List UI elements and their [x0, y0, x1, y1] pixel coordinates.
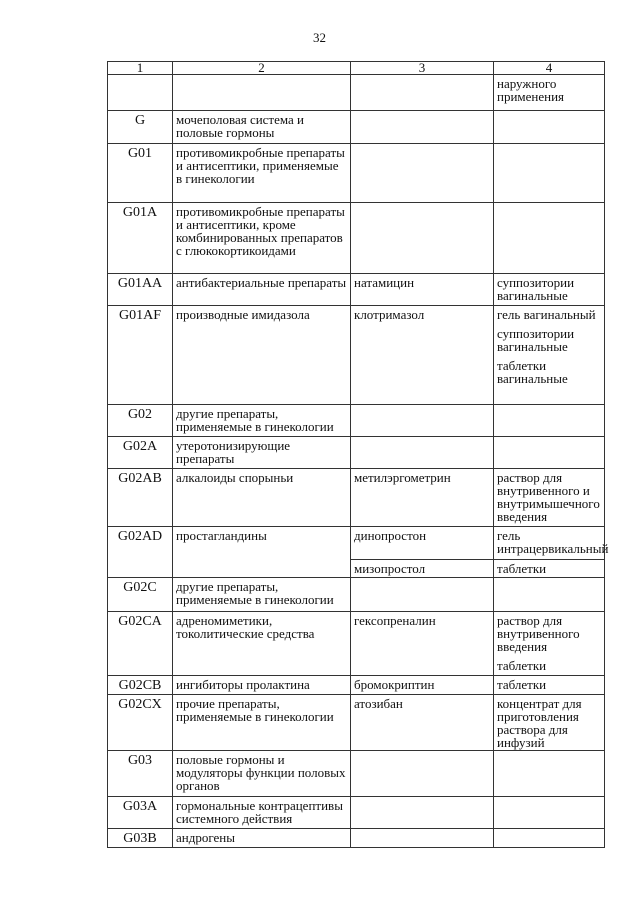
substance-cell: мизопростол [351, 560, 494, 578]
substance-cell [351, 751, 494, 797]
dosage-forms-cell [494, 695, 605, 751]
atc-code-cell: G02AB [108, 469, 173, 527]
atc-code-cell: G02CX [108, 695, 173, 751]
table-row [108, 306, 605, 405]
atc-code-cell: G02 [108, 405, 173, 437]
dosage-forms-cell [494, 578, 605, 612]
atc-code-cell: G02AD [108, 527, 173, 578]
dosage-forms-cell [494, 560, 605, 578]
table-row [108, 274, 605, 306]
table-row [108, 797, 605, 829]
dosage-form: таблетки [497, 677, 547, 692]
atc-code-cell: G02CA [108, 612, 173, 676]
group-name-cell: андрогены [173, 829, 351, 848]
dosage-form: гель интрацервикальный [497, 528, 609, 556]
column-header-2: 2 [173, 62, 351, 75]
table-row [108, 578, 605, 612]
dosage-forms-cell [494, 469, 605, 527]
substance-cell [351, 578, 494, 612]
group-name-cell: противомикробные препараты и антисептики, применяемые в гинекологии [173, 144, 351, 203]
dosage-form: таблетки [497, 658, 547, 673]
header-row [108, 62, 605, 75]
atc-code-cell: G01AF [108, 306, 173, 405]
table-row [108, 695, 605, 751]
table-row [108, 751, 605, 797]
substance-cell [351, 797, 494, 829]
substance-cell [351, 75, 494, 111]
dosage-forms-cell [494, 75, 605, 111]
atc-code-cell [108, 75, 173, 111]
group-name-cell: ингибиторы пролактина [173, 676, 351, 695]
page-number: 32 [313, 30, 326, 45]
dosage-form: таблетки [497, 561, 547, 576]
group-name-cell: мочеполовая система и половые гормоны [173, 111, 351, 144]
table-row [108, 203, 605, 274]
table-row [108, 612, 605, 676]
table-row [108, 437, 605, 469]
substance-cell: клотримазол [351, 306, 494, 405]
table-row [108, 527, 605, 560]
atc-code-cell: G01AA [108, 274, 173, 306]
table-row [108, 144, 605, 203]
group-name-cell: адреномиметики, токолитические средства [173, 612, 351, 676]
dosage-forms-cell [494, 437, 605, 469]
dosage-forms-cell [494, 797, 605, 829]
substance-cell [351, 405, 494, 437]
substance-cell [351, 111, 494, 144]
dosage-form: гель вагинальный [497, 307, 596, 322]
substance-cell [351, 144, 494, 203]
atc-code-cell: G03 [108, 751, 173, 797]
table-row [108, 829, 605, 848]
group-name-cell: гормональные контрацептивы системного действия [173, 797, 351, 829]
group-name-cell: утеротонизирующие препараты [173, 437, 351, 469]
dosage-forms-cell [494, 144, 605, 203]
table-row [108, 405, 605, 437]
dosage-forms-cell [494, 751, 605, 797]
dosage-forms-cell [494, 306, 605, 405]
dosage-forms-cell [494, 111, 605, 144]
group-name-cell: антибактериальные препараты [173, 274, 351, 306]
table-row [108, 75, 605, 111]
substance-cell: бромокриптин [351, 676, 494, 695]
group-name-cell: производные имидазола [173, 306, 351, 405]
column-header-1: 1 [108, 62, 173, 75]
group-name-cell: противомикробные препараты и антисептики, кроме комбинированных препаратов с глюкокортикоидами [173, 203, 351, 274]
group-name-cell: простагландины [173, 527, 351, 578]
atc-code-cell: G02A [108, 437, 173, 469]
group-name-cell: другие препараты, применяемые в гинекологии [173, 405, 351, 437]
dosage-forms-cell [494, 676, 605, 695]
atc-code-cell: G [108, 111, 173, 144]
dosage-forms-cell [494, 274, 605, 306]
substance-cell [351, 203, 494, 274]
table-row [108, 111, 605, 144]
atc-code-cell: G01 [108, 144, 173, 203]
group-name-cell: другие препараты, применяемые в гинекологии [173, 578, 351, 612]
dosage-forms-cell [494, 829, 605, 848]
atc-code-cell: G01A [108, 203, 173, 274]
group-name-cell [173, 75, 351, 111]
table-row [108, 469, 605, 527]
table-row [108, 676, 605, 695]
table-body [108, 60, 609, 848]
dosage-form: суппозитории вагинальные [497, 326, 575, 354]
dosage-form: раствор для внутривенного введения [497, 613, 580, 654]
atc-code-cell: G03B [108, 829, 173, 848]
atc-code-cell: G02C [108, 578, 173, 612]
dosage-form: раствор для внутривенного и внутримышечного введения [497, 470, 600, 524]
group-name-cell: алкалоиды спорыньи [173, 469, 351, 527]
atc-code-cell: G03A [108, 797, 173, 829]
substance-cell: динопростон [351, 527, 494, 560]
group-name-cell: прочие препараты, применяемые в гинекологии [173, 695, 351, 751]
substance-cell [351, 829, 494, 848]
column-header-4: 4 [494, 62, 605, 75]
substance-cell: метилэргометрин [351, 469, 494, 527]
group-name-cell: половые гормоны и модуляторы функции половых органов [173, 751, 351, 797]
dosage-forms-cell [494, 527, 609, 560]
substance-cell: атозибан [351, 695, 494, 751]
dosage-form: суппозитории вагинальные [497, 275, 575, 303]
substance-cell: натамицин [351, 274, 494, 306]
dosage-form: концентрат для приготовления раствора для инфузий [497, 696, 582, 750]
substance-cell [351, 437, 494, 469]
dosage-forms-cell [494, 203, 605, 274]
atc-code-cell: G02CB [108, 676, 173, 695]
dosage-forms-cell [494, 405, 605, 437]
column-header-3: 3 [351, 62, 494, 75]
substance-cell: гексопреналин [351, 612, 494, 676]
dosage-form: таблетки вагинальные [497, 358, 568, 386]
dosage-form: наружного применения [497, 76, 565, 104]
drug-classification-table [107, 60, 609, 848]
dosage-forms-cell [494, 612, 605, 676]
